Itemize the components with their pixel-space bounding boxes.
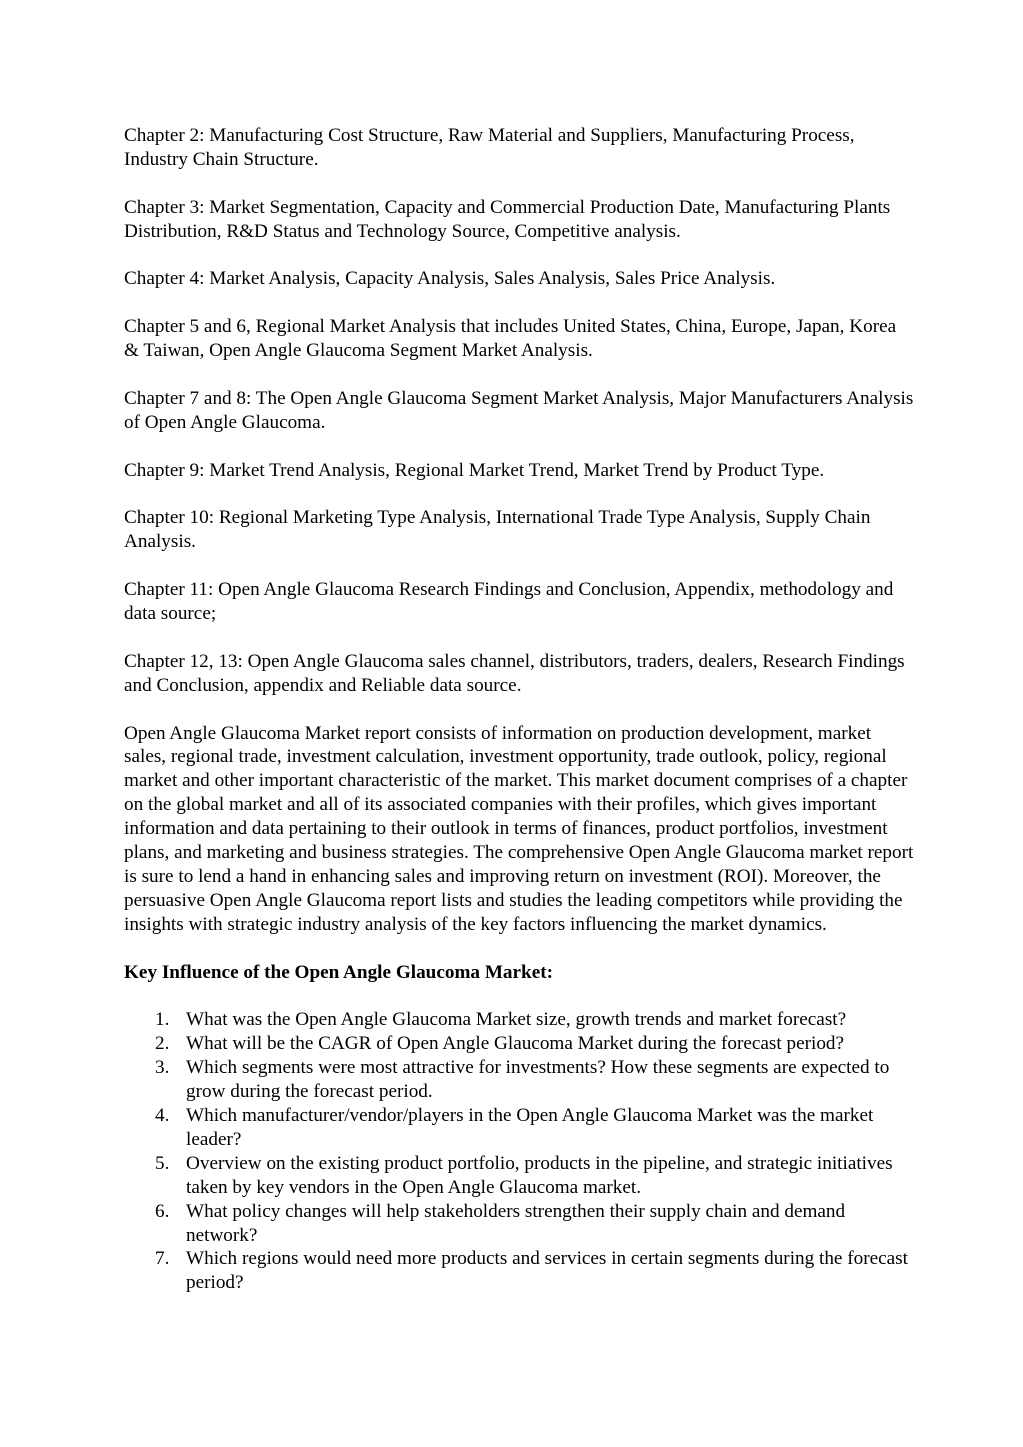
chapter-12-13-paragraph: Chapter 12, 13: Open Angle Glaucoma sales channel, distributors, traders, dealers, Research Findings and Conclusion, appendix and Reliable data source.	[124, 650, 905, 696]
list-number: 7.	[155, 1248, 170, 1270]
chapter-5-6-paragraph: Chapter 5 and 6, Regional Market Analysis that includes United States, China, Europe, Japan, Korea & Taiwan, Open Angle Glaucoma Segment Market Analysis.	[124, 316, 897, 362]
list-item	[124, 1200, 914, 1248]
chapter-2-paragraph: Chapter 2: Manufacturing Cost Structure, Raw Material and Suppliers, Manufacturing Process, Industry Chain Structure.	[124, 125, 855, 170]
list-number: 2.	[155, 1033, 170, 1055]
list-item-text: Overview on the existing product portfolio, products in the pipeline, and strategic initiatives taken by key vendors in the Open Angle Glaucoma market.	[186, 1152, 893, 1198]
chapter-3-paragraph: Chapter 3: Market Segmentation, Capacity and Commercial Production Date, Manufacturing Plants Distribution, R&D Status and Technology Source, Competitive analysis.	[124, 196, 891, 242]
chapter-7-8-paragraph: Chapter 7 and 8: The Open Angle Glaucoma Segment Market Analysis, Major Manufacturers Analysis of Open Angle Glaucoma.	[124, 387, 914, 433]
list-item	[124, 1247, 914, 1295]
list-item-text: Which segments were most attractive for investments? How these segments are expected to grow during the forecast period.	[186, 1057, 890, 1103]
list-item	[124, 1104, 914, 1152]
list-item	[124, 1056, 914, 1104]
list-number: 6.	[155, 1200, 170, 1222]
list-number: 1.	[155, 1009, 170, 1031]
list-item-text: Which manufacturer/vendor/players in the Open Angle Glaucoma Market was the market leader?	[186, 1104, 874, 1150]
list-item	[124, 1152, 914, 1200]
chapter-9-paragraph: Chapter 9: Market Trend Analysis, Regional Market Trend, Market Trend by Product Type.	[124, 459, 825, 481]
list-item	[124, 1008, 914, 1032]
chapter-10-paragraph: Chapter 10: Regional Marketing Type Analysis, International Trade Type Analysis, Supply Chain Analysis.	[124, 507, 871, 553]
list-item-text: What will be the CAGR of Open Angle Glaucoma Market during the forecast period?	[186, 1033, 845, 1055]
list-item	[124, 1032, 914, 1056]
key-influence-heading: Key Influence of the Open Angle Glaucoma Market:	[124, 961, 554, 983]
list-item-text: What was the Open Angle Glaucoma Market size, growth trends and market forecast?	[186, 1009, 847, 1031]
list-number: 4.	[155, 1104, 170, 1126]
document-page	[124, 124, 914, 1295]
chapter-4-paragraph: Chapter 4: Market Analysis, Capacity Analysis, Sales Analysis, Sales Price Analysis.	[124, 268, 776, 290]
key-questions-list	[124, 1008, 914, 1295]
chapter-11-paragraph: Chapter 11: Open Angle Glaucoma Research Findings and Conclusion, Appendix, methodology and data source;	[124, 579, 894, 625]
list-number: 5.	[155, 1152, 170, 1174]
market-summary-paragraph: Open Angle Glaucoma Market report consists of information on production development, market sales, regional trade, investment calculation, investment opportunity, trade outlook, policy, regional market and other important characteristic of the market. This market document comprises of a chapter on the global market and all of its associated companies with their profiles, which gives important information and data pertaining to their outlook in terms of finances, product portfolios, investment plans, and marketing and business strategies. The comprehensive Open Angle Glaucoma market report is sure to lend a hand in enhancing sales and improving return on investment (ROI). Moreover, the persuasive Open Angle Glaucoma report lists and studies the leading competitors while providing the insights with strategic industry analysis of the key factors influencing the market dynamics.	[124, 722, 914, 935]
list-item-text: What policy changes will help stakeholders strengthen their supply chain and demand network?	[186, 1200, 846, 1246]
list-number: 3.	[155, 1057, 170, 1079]
list-item-text: Which regions would need more products and services in certain segments during the forecast period?	[186, 1248, 908, 1294]
